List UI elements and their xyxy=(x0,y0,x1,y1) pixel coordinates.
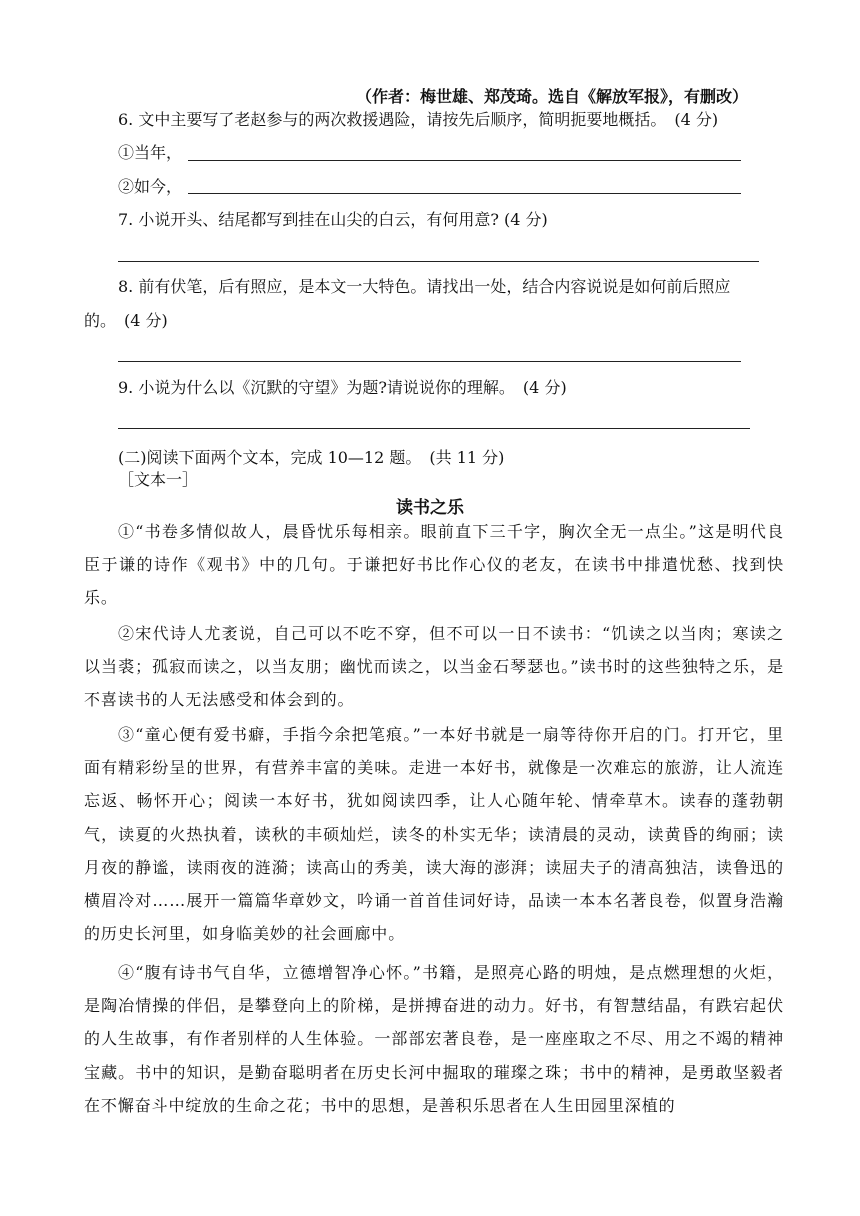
article-title: 读书之乐 xyxy=(396,498,464,518)
question-9: 9. 小说为什么以《沉默的守望》为题?请说说你的理解。 (4 分) xyxy=(118,378,567,397)
question-8-line-2: 的。 (4 分) xyxy=(84,311,168,330)
q6-answer-line-2 xyxy=(188,193,741,194)
q6-item-1-label: ①当年， xyxy=(118,143,183,162)
question-7: 7. 小说开头、结尾都写到挂在山尖的白云，有何用意? (4 分) xyxy=(118,210,548,229)
article-paragraph-3: ③“童心便有爱书癖，手指今余把笔痕。”一本好书就是一扇等待你开启的门。打开它，里面有精彩纷呈的世界，有营养丰富的美味。走进一本好书，就像是一次难忘的旅游，让人流连忘返、畅怀开心；阅读一本好书，犹如阅读四季，让人心随年轮、情牵草木。读春的蓬勃朝气，读夏的火热执着，读秋的丰硕灿烂，读冬的朴实无华；读清晨的灵动，读黄昏的绚丽；读月夜的静谧，读雨夜的涟漪；读高山的秀美，读大海的澎湃；读屈夫子的清高独洁，读鲁迅的横眉冷对……展开一篇篇华章妙文，吟诵一首首佳词好诗，品读一本本名著良卷，似置身浩瀚的历史长河里，如身临美妙的社会画廊中。 xyxy=(84,725,784,944)
q7-answer-line xyxy=(118,261,759,262)
q9-answer-line xyxy=(118,428,750,429)
question-8-line-1: 8. 前有伏笔，后有照应，是本文一大特色。请找出一处，结合内容说说是如何前后照应 xyxy=(118,277,731,296)
q6-answer-line-1 xyxy=(188,160,741,161)
article-paragraph-4: ④“腹有诗书气自华，立德增智净心怀。”书籍，是照亮心路的明烛，是点燃理想的火炬，是陶冶情操的伴侣，是攀登向上的阶梯，是拼搏奋进的动力。好书，有智慧结晶，有跌宕起伏的人生故事，有作者别样的人生体验。一部部宏著良卷，是一座座取之不尽、用之不竭的精神宝藏。书中的知识，是勤奋聪明者在历史长河中掘取的璀璨之珠；书中的精神，是勇敢坚毅者在不懈奋斗中绽放的生命之花；书中的思想，是善积乐思者在人生田园里深植的 xyxy=(84,963,784,1115)
text-label: ［文本一］ xyxy=(118,470,199,489)
source-attribution: （作者：梅世雄、郑茂琦。选自《解放军报》，有删改） xyxy=(356,87,749,106)
question-6: 6. 文中主要写了老赵参与的两次救援遇险，请按先后顺序，简明扼要地概括。 (4 分) xyxy=(118,110,719,129)
article-paragraph-1: ①“书卷多情似故人，晨昏忧乐每相亲。眼前直下三千字，胸次全无一点尘。”这是明代良臣于谦的诗作《观书》中的几句。于谦把好书比作心仪的老友，在读书中排遣忧愁、找到快乐。 xyxy=(84,522,784,608)
section-instruction: (二)阅读下面两个文本，完成 10—12 题。 (共 11 分) xyxy=(118,448,505,467)
q8-answer-line xyxy=(118,361,741,362)
q6-item-2-label: ②如今， xyxy=(118,177,183,196)
article-paragraph-2: ②宋代诗人尤袤说，自己可以不吃不穿，但不可以一日不读书：“饥读之以当肉；寒读之以当裘；孤寂而读之，以当友朋；幽忧而读之，以当金石琴瑟也。”读书时的这些独特之乐，是不喜读书的人无法感受和体会到的。 xyxy=(84,624,784,710)
